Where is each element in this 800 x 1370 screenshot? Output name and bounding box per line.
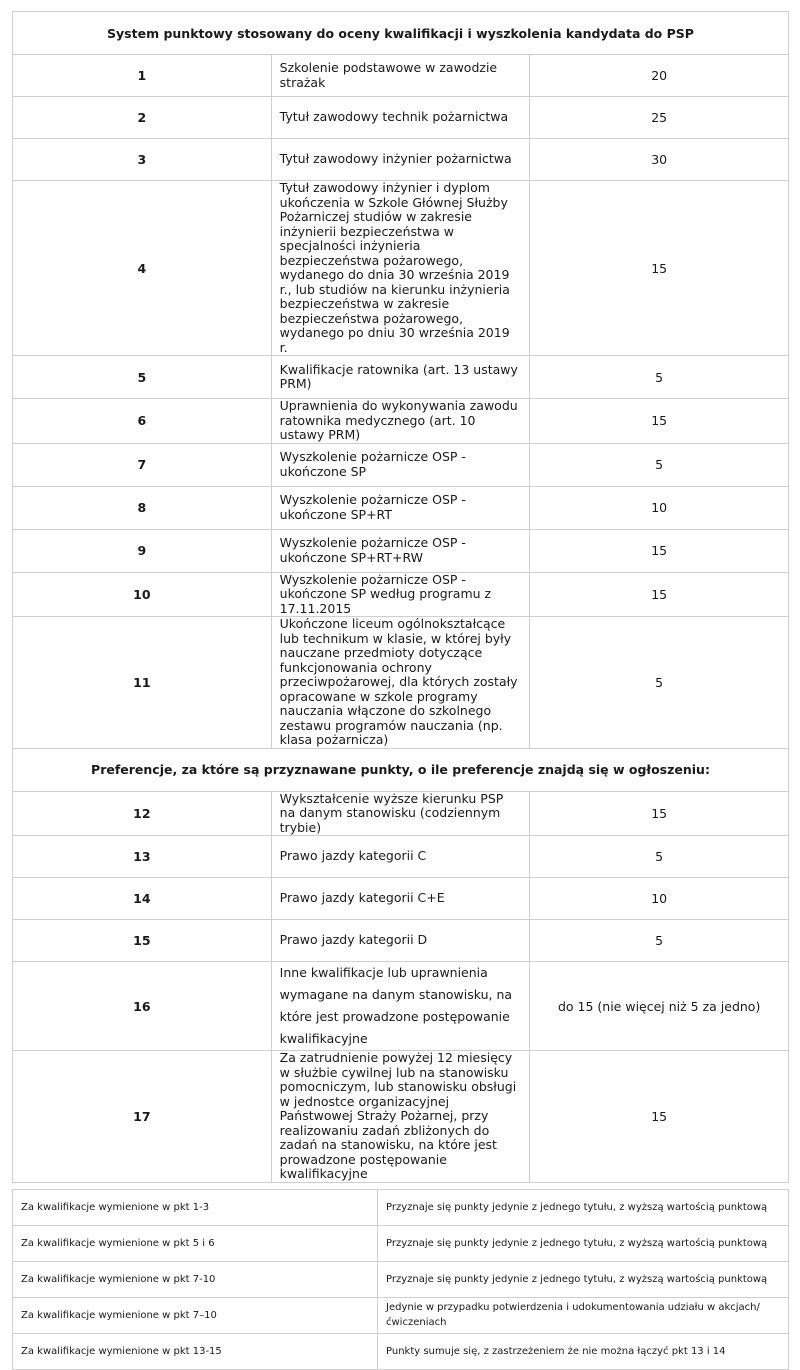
row-description: Uprawnienia do wykonywania zawodu ratownika medycznego (art. 10 ustawy PRM) xyxy=(271,399,530,444)
row-description: Wyszkolenie pożarnicze OSP - ukończone SP+RT+RW xyxy=(271,529,530,572)
row-number: 10 xyxy=(13,572,272,617)
points-document xyxy=(12,11,789,1370)
points-table xyxy=(12,11,789,1183)
row-description: Wykształcenie wyższe kierunku PSP na danym stanowisku (codziennym trybie) xyxy=(271,791,530,836)
row-number: 16 xyxy=(13,962,272,1051)
row-number: 8 xyxy=(13,486,272,529)
row-description: Wyszkolenie pożarnicze OSP - ukończone SP+RT xyxy=(271,486,530,529)
row-points: 15 xyxy=(530,529,789,572)
row-number: 3 xyxy=(13,139,272,181)
row-description: Za zatrudnienie powyżej 12 miesięcy w służbie cywilnej lub na stanowisku pomocniczym, lub stanowisku obsługi w jednostce organizacyjnej Państwowej Straży Pożarnej, przy realizowaniu zadań zbliżonych do zadań na stanowisku, na które jest prowadzone postępowanie kwalifikacyjne xyxy=(271,1051,530,1183)
main-header-row xyxy=(13,12,789,55)
row-number: 11 xyxy=(13,617,272,749)
table-row xyxy=(13,962,789,1051)
preferences-header: Preferencje, za które są przyznawane punkty, o ile preferencje znajdą się w ogłoszeniu: xyxy=(13,748,789,791)
row-description: Ukończone liceum ogólnokształcące lub technikum w klasie, w której były nauczane przedmioty dotyczące funkcjonowania ochrony przeciwpożarowej, dla których zostały opracowane w szkole programy nauczania włączone do szkolnego zestawu programów nauczania (np. klasa pożarnicza) xyxy=(271,617,530,749)
row-points: 15 xyxy=(530,399,789,444)
row-description: Wyszkolenie pożarnicze OSP - ukończone SP według programu z 17.11.2015 xyxy=(271,572,530,617)
row-number: 13 xyxy=(13,836,272,878)
table-row xyxy=(13,181,789,356)
note-scope: Za kwalifikacje wymienione w pkt 7–10 xyxy=(13,1297,378,1333)
note-rule: Przyznaje się punkty jedynie z jednego tytułu, z wyższą wartością punktową xyxy=(378,1225,789,1261)
row-points: 10 xyxy=(530,486,789,529)
table-row xyxy=(13,1051,789,1183)
table-row xyxy=(13,617,789,749)
note-scope: Za kwalifikacje wymienione w pkt 1-3 xyxy=(13,1189,378,1225)
note-rule: Przyznaje się punkty jedynie z jednego tytułu, z wyższą wartością punktową xyxy=(378,1189,789,1225)
row-points: 5 xyxy=(530,920,789,962)
note-row xyxy=(13,1261,789,1297)
note-row xyxy=(13,1333,789,1369)
row-description: Prawo jazdy kategorii D xyxy=(271,920,530,962)
row-number: 6 xyxy=(13,399,272,444)
row-points: 20 xyxy=(530,55,789,97)
row-number: 1 xyxy=(13,55,272,97)
row-number: 15 xyxy=(13,920,272,962)
table-row xyxy=(13,55,789,97)
row-points: 5 xyxy=(530,356,789,399)
row-points: 30 xyxy=(530,139,789,181)
note-rule: Punkty sumuje się, z zastrzeżeniem że nie można łączyć pkt 13 i 14 xyxy=(378,1333,789,1369)
note-scope: Za kwalifikacje wymienione w pkt 5 i 6 xyxy=(13,1225,378,1261)
row-points: 15 xyxy=(530,181,789,356)
row-points: 5 xyxy=(530,617,789,749)
table-row xyxy=(13,139,789,181)
row-points: 15 xyxy=(530,1051,789,1183)
note-scope: Za kwalifikacje wymienione w pkt 7-10 xyxy=(13,1261,378,1297)
table-row xyxy=(13,356,789,399)
row-description: Wyszkolenie pożarnicze OSP - ukończone SP xyxy=(271,443,530,486)
row-description: Tytuł zawodowy inżynier pożarnictwa xyxy=(271,139,530,181)
table-row xyxy=(13,443,789,486)
note-scope: Za kwalifikacje wymienione w pkt 13-15 xyxy=(13,1333,378,1369)
table-row xyxy=(13,486,789,529)
row-number: 17 xyxy=(13,1051,272,1183)
row-description: Inne kwalifikacje lub uprawnienia wymagane na danym stanowisku, na które jest prowadzone postępowanie kwalifikacyjne xyxy=(271,962,530,1051)
row-number: 5 xyxy=(13,356,272,399)
note-rule: Jedynie w przypadku potwierdzenia i udokumentowania udziału w akcjach/ ćwiczeniach xyxy=(378,1297,789,1333)
row-points: do 15 (nie więcej niż 5 za jedno) xyxy=(530,962,789,1051)
table-row xyxy=(13,97,789,139)
table-row xyxy=(13,791,789,836)
preferences-header-row xyxy=(13,748,789,791)
row-description: Prawo jazdy kategorii C+E xyxy=(271,878,530,920)
row-points: 15 xyxy=(530,791,789,836)
row-description: Kwalifikacje ratownika (art. 13 ustawy PRM) xyxy=(271,356,530,399)
row-number: 7 xyxy=(13,443,272,486)
note-rule: Przyznaje się punkty jedynie z jednego tytułu, z wyższą wartością punktową xyxy=(378,1261,789,1297)
notes-table xyxy=(12,1189,789,1370)
row-number: 9 xyxy=(13,529,272,572)
note-row xyxy=(13,1225,789,1261)
row-points: 15 xyxy=(530,572,789,617)
table-row xyxy=(13,920,789,962)
row-points: 5 xyxy=(530,443,789,486)
row-points: 10 xyxy=(530,878,789,920)
row-number: 2 xyxy=(13,97,272,139)
main-header: System punktowy stosowany do oceny kwalifikacji i wyszkolenia kandydata do PSP xyxy=(13,12,789,55)
row-description: Tytuł zawodowy technik pożarnictwa xyxy=(271,97,530,139)
table-row xyxy=(13,878,789,920)
row-number: 12 xyxy=(13,791,272,836)
table-row xyxy=(13,529,789,572)
table-row xyxy=(13,836,789,878)
note-row xyxy=(13,1189,789,1225)
row-description: Szkolenie podstawowe w zawodzie strażak xyxy=(271,55,530,97)
row-points: 25 xyxy=(530,97,789,139)
row-number: 4 xyxy=(13,181,272,356)
row-description: Prawo jazdy kategorii C xyxy=(271,836,530,878)
row-description: Tytuł zawodowy inżynier i dyplom ukończenia w Szkole Głównej Służby Pożarniczej studiów w zakresie inżynierii bezpieczeństwa w specjalności inżynieria bezpieczeństwa pożarowego, wydanego do dnia 30 września 2019 r., lub studiów na kierunku inżynieria bezpieczeństwa w zakresie bezpieczeństwa pożarowego, wydanego po dniu 30 września 2019 r. xyxy=(271,181,530,356)
table-row xyxy=(13,399,789,444)
table-row xyxy=(13,572,789,617)
row-points: 5 xyxy=(530,836,789,878)
row-number: 14 xyxy=(13,878,272,920)
note-row xyxy=(13,1297,789,1333)
